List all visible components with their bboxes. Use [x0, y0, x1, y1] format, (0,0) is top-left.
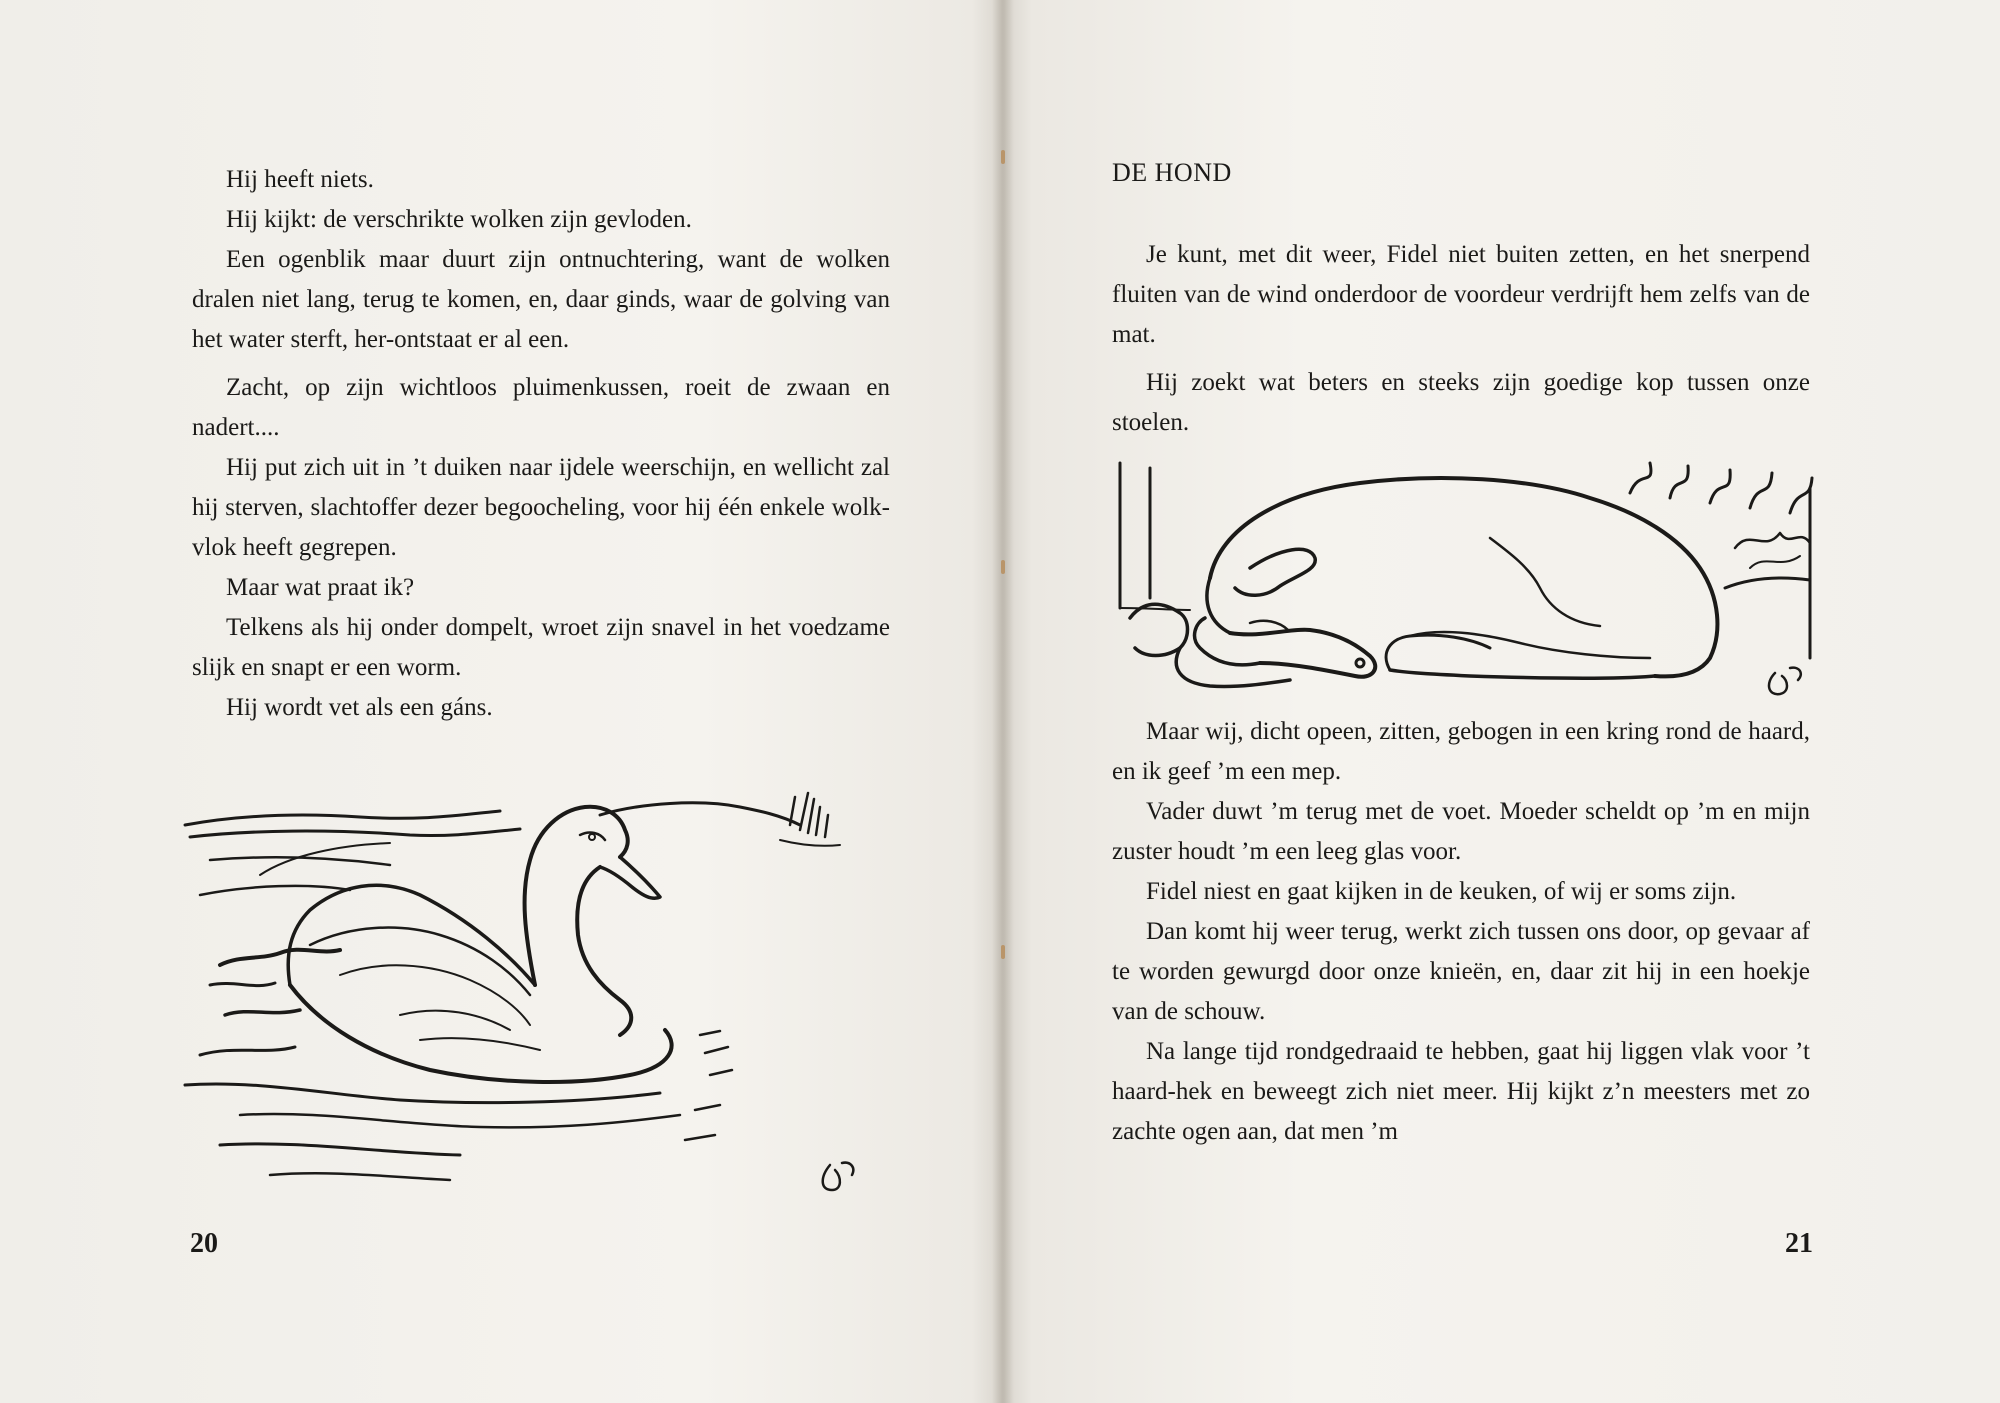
book-gutter	[992, 0, 1014, 1403]
paragraph: Vader duwt ’m terug met de voet. Moeder scheldt op ’m en mijn zuster houdt ’m een leeg glas voor.	[1112, 798, 1810, 865]
paragraph: Fidel niest en gaat kijken in de keuken, of wij er soms zijn.	[1146, 878, 1737, 905]
left-body-text	[192, 160, 890, 728]
paragraph: Hij heeft niets.	[226, 166, 374, 193]
binding-stitch	[1001, 150, 1005, 164]
page-number: 21	[1785, 1228, 1813, 1259]
right-body-text-bottom	[1112, 712, 1810, 1152]
paragraph: Een ogenblik maar duurt zijn ontnuchtering, want de wolken dralen niet lang, terug te komen, en, daar ginds, waar de golving van het water sterft, her-ontstaat er al een.	[192, 246, 890, 353]
right-page	[1002, 0, 2000, 1403]
sleeping-dog-drawing	[1110, 458, 1822, 703]
paragraph: Telkens als hij onder dompelt, wroet zijn snavel in het voedzame slijk en snapt er een worm.	[192, 614, 890, 681]
paragraph: Hij kijkt: de verschrikte wolken zijn gevloden.	[226, 206, 692, 233]
paragraph: Na lange tijd rondgedraaid te hebben, gaat hij liggen vlak voor ’t haard-hek en beweegt zich niet meer. Hij kijkt z’n meesters met zo zachte ogen aan, dat men ’m	[1112, 1038, 1810, 1145]
binding-stitch	[1001, 560, 1005, 574]
paragraph: Hij wordt vet als een gáns.	[226, 694, 493, 721]
paragraph: Je kunt, met dit weer, Fidel niet buiten zetten, en het snerpend fluiten van de wind onderdoor de voordeur verdrijft hem zelfs van de mat.	[1112, 241, 1810, 348]
swan-illustration	[180, 785, 890, 1200]
swan-drawing	[180, 785, 890, 1200]
paragraph: Hij put zich uit in ’t duiken naar ijdele weerschijn, en wellicht zal hij sterven, slachtoffer dezer begoocheling, voor hij één enkele wolk-vlok heeft gegrepen.	[192, 454, 890, 561]
paragraph: Zacht, op zijn wichtloos pluimenkussen, roeit de zwaan en nadert....	[192, 374, 890, 441]
paragraph: Maar wat praat ik?	[226, 574, 415, 601]
paragraph: Dan komt hij weer terug, werkt zich tussen ons door, op gevaar af te worden gewurgd door onze knieën, en, daar zit hij in een hoekje van de schouw.	[1112, 918, 1810, 1025]
page-number: 20	[190, 1228, 218, 1259]
binding-stitch	[1001, 945, 1005, 959]
paragraph: Hij zoekt wat beters en steeks zijn goedige kop tussen onze stoelen.	[1112, 369, 1810, 436]
paragraph: Maar wij, dicht opeen, zitten, gebogen in een kring rond de haard, en ik geef ’m een mep.	[1112, 718, 1810, 785]
right-body-text-top	[1112, 235, 1810, 443]
dog-illustration	[1110, 458, 1822, 703]
chapter-heading: DE HOND	[1112, 158, 1232, 187]
